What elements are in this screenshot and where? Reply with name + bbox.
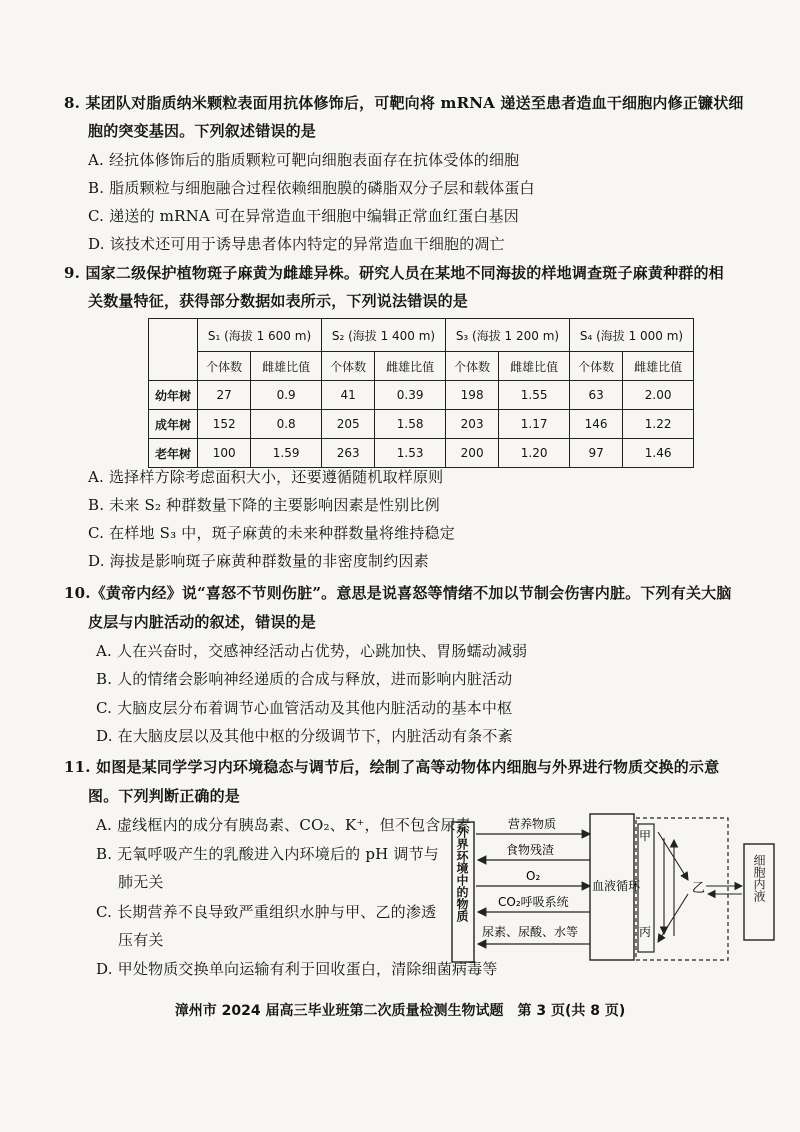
q11-stem-line1: 11. 如图是某同学学习内环境稳态与调节后，绘制了高等动物体内细胞与外界进行物质交换的示意	[64, 758, 720, 776]
arrow-jia-to-yi	[658, 832, 688, 880]
q11-option-b-line1: B. 无氧呼吸产生的乳酸进入内环境后的 pH 调节与	[96, 845, 439, 863]
table-cell: 205	[321, 410, 374, 439]
table-row	[149, 439, 694, 468]
table-cell: 1.22	[623, 410, 694, 439]
label-food-residue: 食物残渣	[506, 843, 555, 857]
table-sub-header: 雌雄比值	[499, 352, 570, 381]
table-cell: 146	[569, 410, 622, 439]
table-cell: 41	[321, 381, 374, 410]
label-o2: O₂	[526, 869, 541, 883]
table-site-header: S₁ (海拔 1 600 m)	[198, 319, 322, 352]
row-label: 成年树	[149, 410, 198, 439]
table-sub-header: 个体数	[321, 352, 374, 381]
row-label: 幼年树	[149, 381, 198, 410]
outer-label-wrap	[453, 826, 473, 960]
q8-stem-line1: 8. 某团队对脂质纳米颗粒表面用抗体修饰后，可靶向将 mRNA 递送至患者造血干细胞内修正镰状细	[64, 94, 744, 112]
table-cell: 0.9	[251, 381, 322, 410]
table-site-header: S₃ (海拔 1 200 m)	[445, 319, 569, 352]
label-nutrients: 营养物质	[508, 817, 557, 831]
table-cell: 1.46	[623, 439, 694, 468]
cell-fluid-label-wrap	[745, 848, 773, 938]
q9-stem-line1: 9. 国家二级保护植物斑子麻黄为雌雄异株。研究人员在某地不同海拔的样地调查斑子麻黄种群的相	[64, 264, 724, 282]
label-blood-circulation: 血液循环	[592, 879, 641, 893]
table-sub-header: 个体数	[198, 352, 251, 381]
q9-data-table	[148, 318, 694, 468]
table-sub-header: 雌雄比值	[623, 352, 694, 381]
q8-option-c: C. 递送的 mRNA 可在异常造血干细胞中编辑正常血红蛋白基因	[88, 207, 519, 225]
exchange-diagram	[448, 808, 778, 964]
q10-option-b: B. 人的情绪会影响神经递质的合成与释放，进而影响内脏活动	[96, 670, 513, 688]
table-sub-header: 雌雄比值	[375, 352, 446, 381]
table-cell: 1.17	[499, 410, 570, 439]
q11-option-b-line2: 肺无关	[118, 873, 164, 891]
q11-option-c-line2: 压有关	[118, 931, 164, 949]
table-cell: 152	[198, 410, 251, 439]
q11-option-c-line1: C. 长期营养不良导致严重组织水肿与甲、乙的渗透	[96, 903, 437, 921]
table-cell: 0.8	[251, 410, 322, 439]
table-cell: 27	[198, 381, 251, 410]
page-footer: 漳州市 2024 届高三毕业班第二次质量检测生物试题 第 3 页(共 8 页)	[174, 1003, 626, 1019]
q9-option-a: A. 选择样方除考虑面积大小，还要遵循随机取样原则	[88, 468, 444, 486]
q9-option-b: B. 未来 S₂ 种群数量下降的主要影响因素是性别比例	[88, 496, 440, 514]
table-cell: 1.58	[375, 410, 446, 439]
q11-stem-line2: 图。下列判断正确的是	[88, 787, 241, 805]
table-cell: 1.55	[499, 381, 570, 410]
table-site-header: S₂ (海拔 1 400 m)	[321, 319, 445, 352]
q11-option-d: D. 甲处物质交换单向运输有利于回收蛋白，清除细菌病毒等	[96, 960, 498, 978]
q9-stem-line2: 关数量特征，获得部分数据如表所示，下列说法错误的是	[88, 292, 469, 310]
table-cell: 263	[321, 439, 374, 468]
table-sub-header: 个体数	[445, 352, 498, 381]
q8-stem-line2: 胞的突变基因。下列叙述错误的是	[88, 122, 317, 140]
arrow-yi-to-jia	[658, 894, 688, 942]
table-cell: 1.53	[375, 439, 446, 468]
table-cell: 198	[445, 381, 498, 410]
label-co2-respiratory: CO₂呼吸系统	[498, 895, 569, 909]
table-sub-header: 雌雄比值	[251, 352, 322, 381]
q10-option-a: A. 人在兴奋时，交感神经活动占优势，心跳加快、胃肠蠕动减弱	[96, 642, 528, 660]
label-jia: 甲	[639, 829, 652, 843]
table-row	[149, 381, 694, 410]
q10-option-d: D. 在大脑皮层以及其他中枢的分级调节下，内脏活动有条不紊	[96, 727, 513, 745]
q11-option-a: A. 虚线框内的成分有胰岛素、CO₂、K⁺，但不包含尿素	[96, 816, 471, 834]
table-cell: 63	[569, 381, 622, 410]
q10-stem-line2: 皮层与内脏活动的叙述，错误的是	[88, 613, 317, 631]
q9-option-c: C. 在样地 S₃ 中，斑子麻黄的未来种群数量将维持稳定	[88, 524, 455, 542]
table-cell: 2.00	[623, 381, 694, 410]
q8-option-d: D. 该技术还可用于诱导患者体内特定的异常造血干细胞的凋亡	[88, 235, 505, 253]
label-wastes: 尿素、尿酸、水等	[482, 925, 579, 939]
table-cell: 1.20	[499, 439, 570, 468]
row-label: 老年树	[149, 439, 198, 468]
q8-option-b: B. 脂质颗粒与细胞融合过程依赖细胞膜的磷脂双分子层和载体蛋白	[88, 179, 535, 197]
table-cell: 200	[445, 439, 498, 468]
outer-environment-label: 外界环境中的物质	[455, 826, 469, 922]
table-row	[149, 410, 694, 439]
table-cell: 0.39	[375, 381, 446, 410]
label-bing: 丙	[639, 925, 652, 939]
table-cell: 100	[198, 439, 251, 468]
table-sub-header: 个体数	[569, 352, 622, 381]
table-cell: 203	[445, 410, 498, 439]
q10-option-c: C. 大脑皮层分布着调节心血管活动及其他内脏活动的基本中枢	[96, 699, 513, 717]
cell-fluid-label: 细胞内液	[752, 854, 766, 902]
table-cell: 1.59	[251, 439, 322, 468]
table-site-header: S₄ (海拔 1 000 m)	[569, 319, 693, 352]
label-yi: 乙	[692, 881, 706, 896]
table-corner-cell	[149, 319, 198, 381]
q9-option-d: D. 海拔是影响斑子麻黄种群数量的非密度制约因素	[88, 552, 429, 570]
table-cell: 97	[569, 439, 622, 468]
q8-option-a: A. 经抗体修饰后的脂质颗粒可靶向细胞表面存在抗体受体的细胞	[88, 151, 520, 169]
q10-stem-line1: 10.《黄帝内经》说“喜怒不节则伤脏”。意思是说喜怒等情绪不加以节制会伤害内脏。下列有关大脑	[64, 584, 732, 602]
